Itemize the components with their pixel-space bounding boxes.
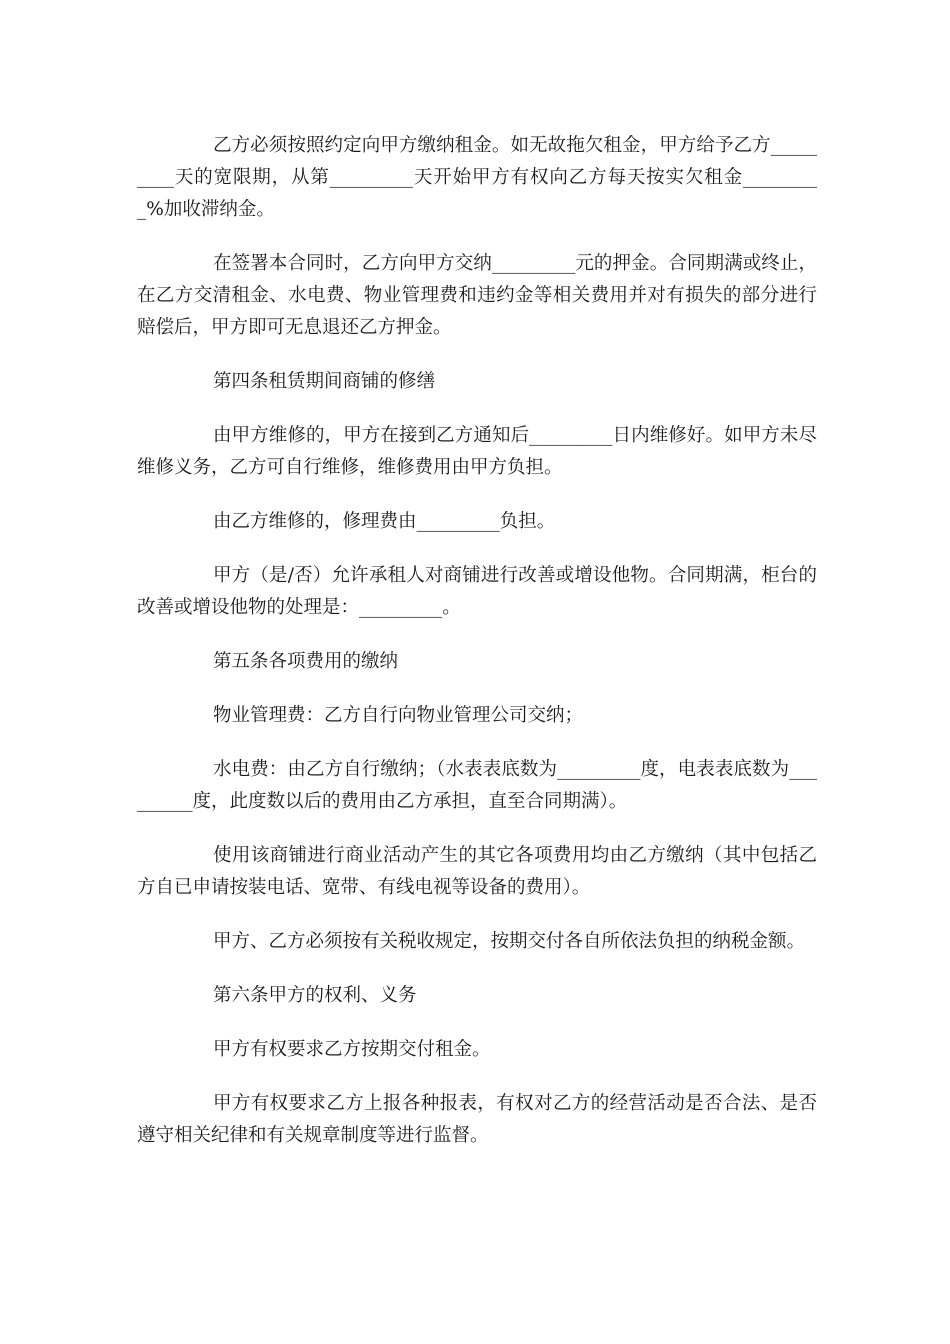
paragraph-right-rent: 甲方有权要求乙方按期交付租金。	[213, 1039, 491, 1060]
paragraph-utilities: 水电费：由乙方自行缴纳；（水表表底数为_________度，电表表底数为_________度，此度数以后的费用由乙方承担，直至合同期满）。	[137, 759, 817, 812]
paragraph-right-supervise: 甲方有权要求乙方上报各种报表，有权对乙方的经营活动是否合法、是否遵守相关纪律和有关规章制度等进行监督。	[137, 1093, 817, 1146]
article-6-heading: 第六条甲方的权利、义务	[213, 985, 417, 1006]
article-5-heading: 第五条各项费用的缴纳	[213, 651, 399, 672]
paragraph-improvements: 甲方（是/否）允许承租人对商铺进行改善或增设他物。合同期满，柜台的改善或增设他物的处理是：_________。	[137, 565, 817, 618]
article-4-heading: 第四条租赁期间商铺的修缮	[213, 371, 436, 392]
paragraph-deposit: 在签署本合同时，乙方向甲方交纳_________元的押金。合同期满或终止，在乙方交清租金、水电费、物业管理费和违约金等相关费用并对有损失的部分进行赔偿后，甲方即可无息退还乙方押金。	[137, 253, 817, 338]
document-body	[137, 130, 817, 1174]
paragraph-late-rent: 乙方必须按照约定向甲方缴纳租金。如无故拖欠租金，甲方给予乙方_________天的宽限期，从第_________天开始甲方有权向乙方每天按实欠租金_________%加收滞纳金。	[137, 135, 817, 220]
paragraph-other-fees: 使用该商铺进行商业活动产生的其它各项费用均由乙方缴纳（其中包括乙方自已申请按装电话、宽带、有线电视等设备的费用）。	[137, 845, 817, 898]
paragraph-property-fee: 物业管理费：乙方自行向物业管理公司交纳；	[213, 705, 584, 726]
paragraph-landlord-repair: 由甲方维修的，甲方在接到乙方通知后_________日内维修好。如甲方未尽维修义务，乙方可自行维修，维修费用由甲方负担。	[137, 425, 817, 478]
paragraph-taxes: 甲方、乙方必须按有关税收规定，按期交付各自所依法负担的纳税金额。	[213, 931, 806, 952]
paragraph-tenant-repair: 由乙方维修的，修理费由_________负担。	[213, 511, 556, 532]
